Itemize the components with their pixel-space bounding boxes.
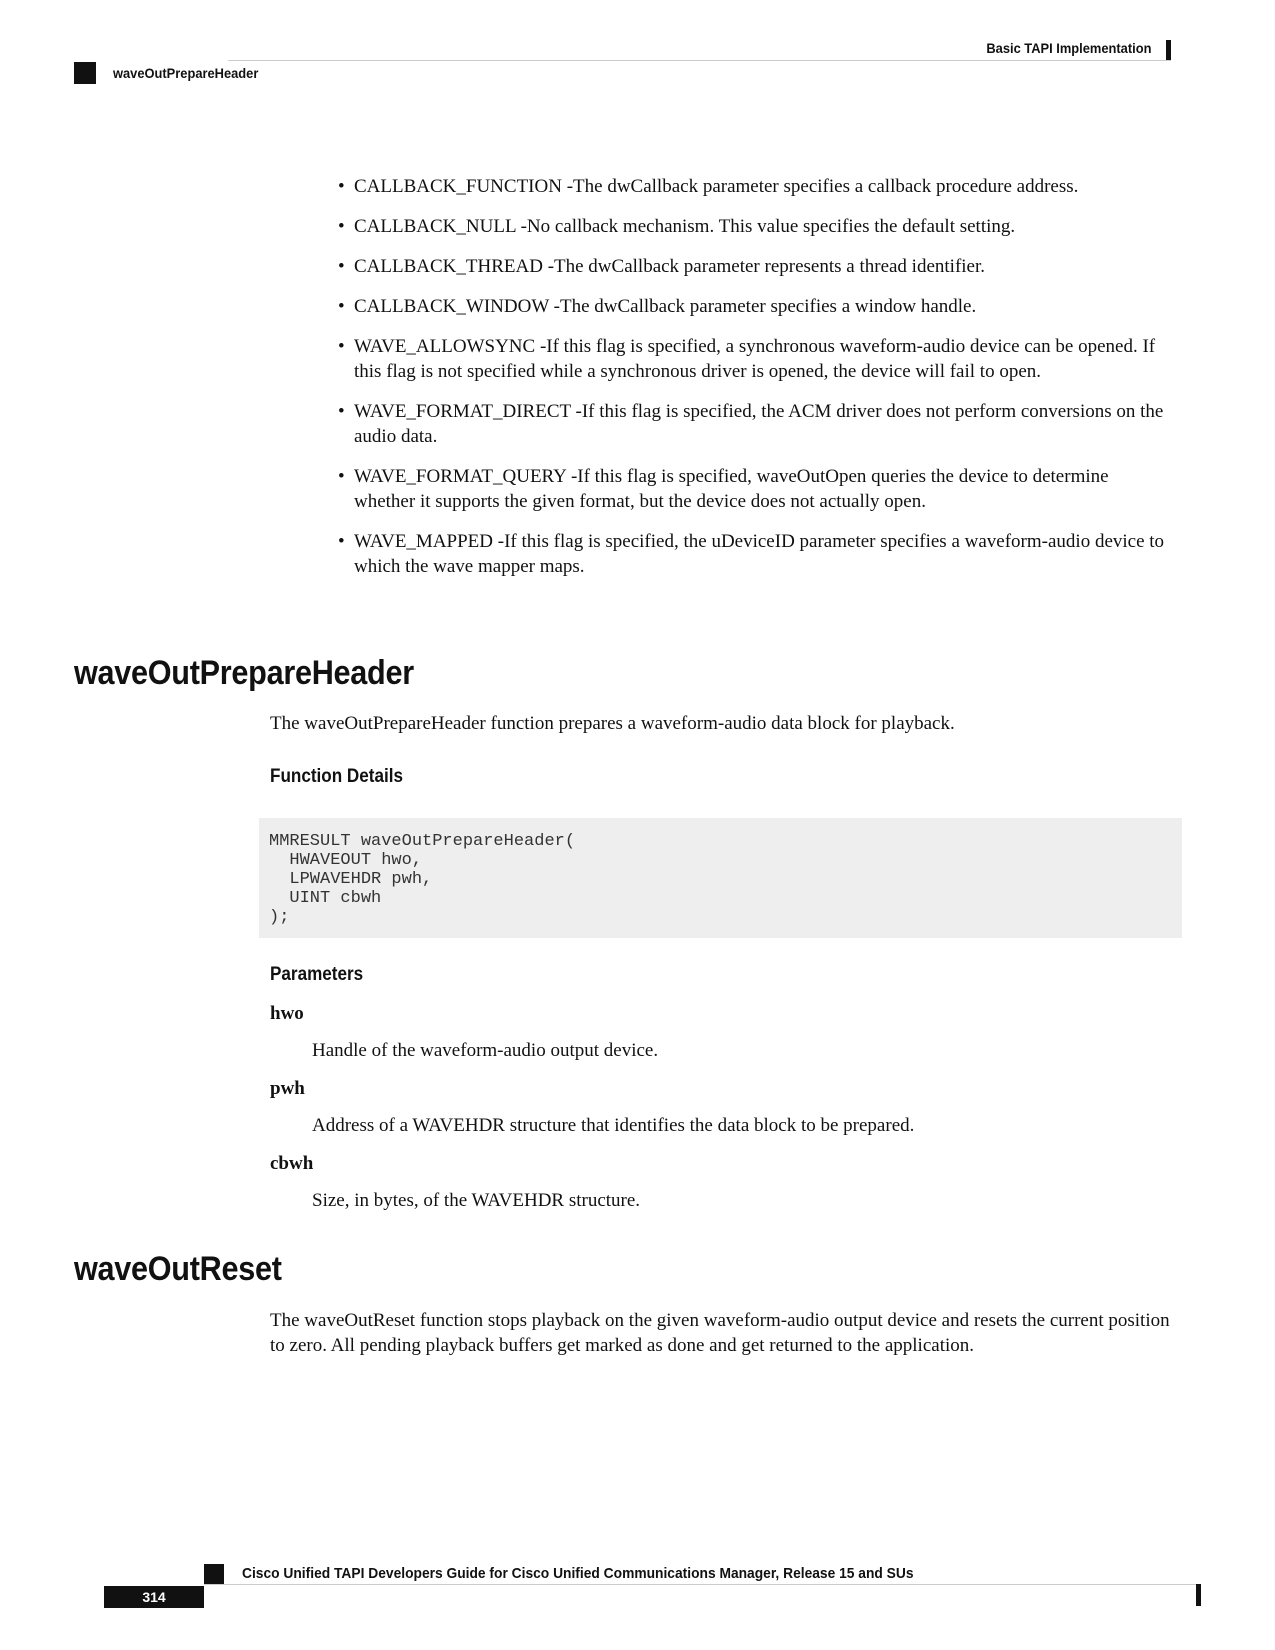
reset-intro: The waveOutReset function stops playback on the given waveform-audio output device and resets the current position to zero. All pending playback buffers get marked as done and get returned to the application.	[270, 1310, 1170, 1356]
flag-list	[338, 174, 1173, 594]
bullet: •	[338, 256, 345, 277]
parameters-heading: Parameters	[270, 964, 364, 985]
header-bar	[1166, 40, 1171, 60]
function-details-heading: Function Details	[270, 766, 404, 787]
footer-title: Cisco Unified TAPI Developers Guide for Cisco Unified Communications Manager, Release 15 and SUs	[242, 1565, 914, 1582]
footer-square	[204, 1564, 224, 1584]
bullet: •	[338, 336, 345, 357]
list-item: • CALLBACK_NULL -No callback mechanism. This value specifies the default setting.	[338, 216, 1016, 237]
param-name-cbwh: cbwh	[270, 1153, 314, 1174]
prepare-header-intro: The waveOutPrepareHeader function prepares a waveform-audio data block for playback.	[270, 713, 955, 734]
header-rule	[228, 60, 1171, 61]
bullet: •	[338, 401, 345, 422]
bullet: •	[338, 531, 345, 552]
list-item: • CALLBACK_WINDOW -The dwCallback parameter specifies a window handle.	[338, 296, 977, 317]
param-desc-hwo: Handle of the waveform-audio output device.	[312, 1040, 659, 1061]
section-title-prepare-header: waveOutPrepareHeader	[74, 654, 414, 692]
list-item: • WAVE_FORMAT_QUERY -If this flag is specified, waveOutOpen queries the device to determine whether it supports the given format, but the device does not actually open.	[338, 466, 1109, 512]
list-item: • WAVE_MAPPED -If this flag is specified, the uDeviceID parameter specifies a waveform-audio device to which the wave mapper maps.	[338, 531, 1165, 577]
running-header-chapter: Basic TAPI Implementation	[985, 40, 1151, 56]
code-text: MMRESULT waveOutPrepareHeader( HWAVEOUT hwo, LPWAVEHDR pwh, UINT cbwh );	[269, 832, 576, 927]
param-desc-pwh: Address of a WAVEHDR structure that identifies the data block to be prepared.	[312, 1115, 915, 1136]
bullet: •	[338, 176, 345, 197]
list-item: • WAVE_ALLOWSYNC -If this flag is specified, a synchronous waveform-audio device can be opened. If this flag is not specified while a synchronous driver is opened, the device will fail to open.	[338, 336, 1156, 382]
list-item: • CALLBACK_THREAD -The dwCallback parameter represents a thread identifier.	[338, 256, 986, 277]
page-number: 314	[104, 1586, 204, 1608]
footer-rule	[204, 1584, 1197, 1585]
list-item: • CALLBACK_FUNCTION -The dwCallback parameter specifies a callback procedure address.	[338, 176, 1079, 197]
list-item: • WAVE_FORMAT_DIRECT -If this flag is specified, the ACM driver does not perform conversions on the audio data.	[338, 401, 1164, 447]
bullet: •	[338, 216, 345, 237]
bullet: •	[338, 466, 345, 487]
param-desc-cbwh: Size, in bytes, of the WAVEHDR structure.	[312, 1190, 641, 1211]
code-block	[259, 818, 1182, 938]
running-header-section: waveOutPrepareHeader	[113, 65, 259, 81]
param-name-pwh: pwh	[270, 1078, 305, 1099]
param-name-hwo: hwo	[270, 1003, 304, 1024]
footer-bar	[1196, 1584, 1201, 1606]
section-title-reset: waveOutReset	[74, 1250, 282, 1288]
header-square	[74, 62, 96, 84]
bullet: •	[338, 296, 345, 317]
